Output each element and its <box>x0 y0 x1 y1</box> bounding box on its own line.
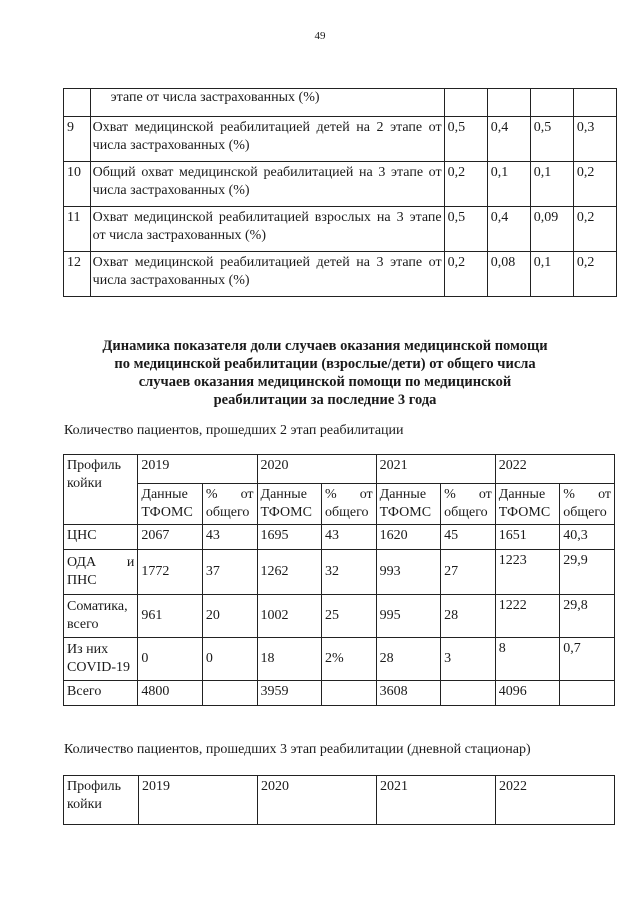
percent-word: общего <box>563 505 607 520</box>
table-cell: 43 <box>322 525 377 550</box>
row-number: 11 <box>64 207 91 252</box>
indicator-text: Охват медицинской реабилитацией взрослых на 3 этапе от числа застрахованных (%) <box>90 207 444 252</box>
table-cell: 993 <box>376 550 440 595</box>
table-cell <box>573 89 616 117</box>
data-tfoms-header: Данные ТФОМС <box>138 484 202 525</box>
year-header: 2021 <box>377 776 496 825</box>
row-label-part: и <box>126 555 135 570</box>
table-cell: 3 <box>441 638 496 681</box>
value-cell: 0,2 <box>444 252 487 297</box>
table-cell <box>202 681 257 706</box>
year-header: 2021 <box>376 455 495 484</box>
table-cell: 961 <box>138 595 202 638</box>
table-row <box>64 681 615 706</box>
row-label-part: ПНС <box>67 573 97 588</box>
year-header: 2020 <box>258 776 377 825</box>
table-cell <box>441 681 496 706</box>
table-cell: 1651 <box>495 525 559 550</box>
heading-line: случаев оказания медицинской помощи по медицинской <box>138 374 512 390</box>
table-cell: этапе от числа застрахованных (%) <box>90 89 444 117</box>
table-cell: 32 <box>322 550 377 595</box>
value-cell: 0,2 <box>573 207 616 252</box>
table-cell: 40,3 <box>560 525 615 550</box>
row-label-part: ОДА <box>67 555 97 570</box>
table-cell: 3608 <box>376 681 440 706</box>
percent-header <box>322 484 377 525</box>
percent-sign: % <box>205 487 218 502</box>
indicator-text: Общий охват медицинской реабилитацией на 3 этапе от числа застрахованных (%) <box>90 162 444 207</box>
table-cell: 43 <box>202 525 257 550</box>
table-cell: 45 <box>441 525 496 550</box>
year-header: 2022 <box>495 455 614 484</box>
table-cell <box>444 89 487 117</box>
table-cell: 0 <box>202 638 257 681</box>
heading-line: по медицинской реабилитации (взрослые/дети) от общего числа <box>114 356 536 372</box>
table-cell: 1002 <box>257 595 321 638</box>
row-label: Всего <box>64 681 138 706</box>
stage3-patients-table <box>63 775 615 825</box>
value-cell: 0,5 <box>444 117 487 162</box>
rehab-coverage-table <box>63 88 617 297</box>
table-row <box>64 252 617 297</box>
table-caption: Количество пациентов, прошедших 3 этап реабилитации (дневной стационар) <box>64 742 531 757</box>
value-cell: 0,5 <box>444 207 487 252</box>
table-cell: 4096 <box>495 681 559 706</box>
data-tfoms-header: Данные ТФОМС <box>257 484 321 525</box>
table-cell: 1620 <box>376 525 440 550</box>
year-header: 2020 <box>257 455 376 484</box>
value-cell: 0,08 <box>487 252 530 297</box>
table-cell: 3959 <box>257 681 321 706</box>
percent-word: общего <box>325 505 369 520</box>
table-cell: 1222 <box>495 595 559 638</box>
value-cell: 0,1 <box>530 162 573 207</box>
year-header: 2019 <box>138 455 257 484</box>
value-cell: 0,3 <box>573 117 616 162</box>
value-cell: 0,1 <box>530 252 573 297</box>
section-heading <box>90 337 560 409</box>
table-cell: 995 <box>376 595 440 638</box>
table-cell: 25 <box>322 595 377 638</box>
row-number: 12 <box>64 252 91 297</box>
table-row <box>64 595 615 638</box>
table-row <box>64 162 617 207</box>
value-cell: 0,5 <box>530 117 573 162</box>
table-cell: 0 <box>138 638 202 681</box>
profile-header: Профиль койки <box>64 776 139 825</box>
table-row <box>64 638 615 681</box>
table-cell: 2067 <box>138 525 202 550</box>
table-cell: 0,7 <box>560 638 615 681</box>
percent-header <box>202 484 257 525</box>
table-row <box>64 89 617 117</box>
year-header: 2019 <box>139 776 258 825</box>
percent-word: от <box>478 487 492 502</box>
table-cell: 28 <box>376 638 440 681</box>
percent-word: от <box>240 487 254 502</box>
table-cell: 20 <box>202 595 257 638</box>
table-subheader-row <box>64 484 615 525</box>
row-label <box>64 550 138 595</box>
percent-sign: % <box>444 487 456 502</box>
value-cell: 0,2 <box>444 162 487 207</box>
value-cell: 0,1 <box>487 162 530 207</box>
heading-line: Динамика показателя доли случаев оказания медицинской помощи <box>102 338 548 354</box>
row-number: 10 <box>64 162 91 207</box>
table-cell: 28 <box>441 595 496 638</box>
heading-line: реабилитации за последние 3 года <box>213 392 437 408</box>
percent-word: от <box>359 487 373 502</box>
percent-word: общего <box>444 505 488 520</box>
table-cell <box>487 89 530 117</box>
indicator-text: Охват медицинской реабилитацией детей на 2 этапе от числа застрахованных (%) <box>90 117 444 162</box>
table-cell: 8 <box>495 638 559 681</box>
percent-word: от <box>598 487 611 502</box>
data-tfoms-header: Данные ТФОМС <box>495 484 559 525</box>
table-header-row <box>64 455 615 484</box>
table-cell <box>560 681 615 706</box>
table-cell: 1695 <box>257 525 321 550</box>
table-cell: 1772 <box>138 550 202 595</box>
table-caption: Количество пациентов, прошедших 2 этап реабилитации <box>64 423 404 438</box>
table-cell <box>64 89 91 117</box>
table-row <box>64 525 615 550</box>
value-cell: 0,2 <box>573 162 616 207</box>
value-cell: 0,4 <box>487 207 530 252</box>
page-number: 49 <box>314 30 326 42</box>
table-cell: 2% <box>322 638 377 681</box>
row-label: Соматика, всего <box>64 595 138 638</box>
percent-header <box>441 484 496 525</box>
table-cell: 27 <box>441 550 496 595</box>
value-cell: 0,2 <box>573 252 616 297</box>
year-header: 2022 <box>496 776 615 825</box>
table-row <box>64 550 615 595</box>
table-cell: 4800 <box>138 681 202 706</box>
table-cell: 18 <box>257 638 321 681</box>
row-label: Из них COVID-19 <box>64 638 138 681</box>
table-cell: 37 <box>202 550 257 595</box>
value-cell: 0,4 <box>487 117 530 162</box>
percent-word: общего <box>205 505 250 520</box>
profile-header: Профиль койки <box>64 455 138 525</box>
value-cell: 0,09 <box>530 207 573 252</box>
percent-sign: % <box>563 487 575 502</box>
percent-sign: % <box>325 487 337 502</box>
table-header-row <box>64 776 615 825</box>
data-tfoms-header: Данные ТФОМС <box>376 484 440 525</box>
table-cell: 1262 <box>257 550 321 595</box>
table-cell: 1223 <box>495 550 559 595</box>
stage2-patients-table <box>63 454 615 706</box>
percent-header <box>560 484 615 525</box>
indicator-text: Охват медицинской реабилитацией детей на 3 этапе от числа застрахованных (%) <box>90 252 444 297</box>
table-row <box>64 207 617 252</box>
table-cell <box>530 89 573 117</box>
table-cell <box>322 681 377 706</box>
row-number: 9 <box>64 117 91 162</box>
table-row <box>64 117 617 162</box>
table-cell: 29,9 <box>560 550 615 595</box>
table-cell: 29,8 <box>560 595 615 638</box>
row-label: ЦНС <box>64 525 138 550</box>
